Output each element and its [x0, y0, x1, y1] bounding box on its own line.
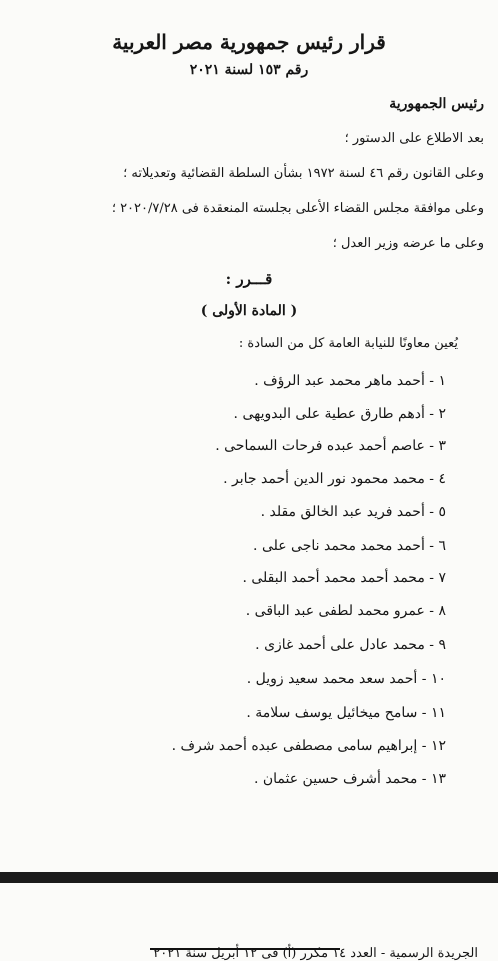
preamble-line: وعلى القانون رقم ٤٦ لسنة ١٩٧٢ بشأن السلطة القضائية وتعديلاته ؛ [123, 166, 484, 181]
preamble-line: وعلى ما عرضه وزير العدل ؛ [332, 236, 484, 251]
preamble-line: بعد الاطلاع على الدستور ؛ [344, 131, 484, 146]
appointee-item: ٤ - محمد محمود نور الدين أحمد جابر . [223, 471, 446, 487]
appointee-item: ١٠ - أحمد سعد محمد سعيد زويل . [246, 671, 446, 687]
gazette-footer: الجريدة الرسمية - العدد ١٤ مكرر (أ) فى ١٢ أبريل سنة ٢٠٢١ [153, 946, 478, 961]
appointee-item: ١٣ - محمد أشرف حسين عثمان . [253, 771, 446, 787]
decree-title: قرار رئيس جمهورية مصر العربية [112, 30, 386, 54]
decree-number: رقم ١٥٣ لسنة ٢٠٢١ [189, 62, 309, 78]
appointee-item: ١ - أحمد ماهر محمد عبد الرؤف . [254, 373, 446, 389]
appointee-item: ٣ - عاصم أحمد عبده فرحات السماحى . [215, 438, 446, 454]
appointee-item: ٩ - محمد عادل على أحمد غازى . [255, 637, 446, 653]
appointment-intro: يُعين معاونًا للنيابة العامة كل من السادة : [238, 336, 458, 351]
article-heading: ( المادة الأولى ) [200, 303, 298, 319]
decree-word: قـــرر : [225, 270, 273, 288]
page-divider [0, 872, 498, 883]
appointee-item: ١٢ - إبراهيم سامى مصطفى عبده أحمد شرف . [171, 738, 446, 754]
appointee-item: ٦ - أحمد محمد محمد ناجى على . [253, 538, 446, 554]
appointee-item: ٥ - أحمد فريد عبد الخالق مقلد . [260, 504, 446, 520]
appointee-item: ٢ - أدهم طارق عطية على البدويهى . [233, 406, 446, 422]
issuer-heading: رئيس الجمهورية [389, 96, 484, 112]
appointee-item: ٨ - عمرو محمد لطفى عبد الباقى . [245, 603, 446, 619]
appointee-item: ١١ - سامح ميخائيل يوسف سلامة . [246, 705, 446, 721]
preamble-line: وعلى موافقة مجلس القضاء الأعلى بجلسته المنعقدة فى ٢٠٢٠/٧/٢٨ ؛ [111, 201, 484, 216]
appointee-item: ٧ - محمد أحمد محمد أحمد البقلى . [242, 570, 446, 586]
